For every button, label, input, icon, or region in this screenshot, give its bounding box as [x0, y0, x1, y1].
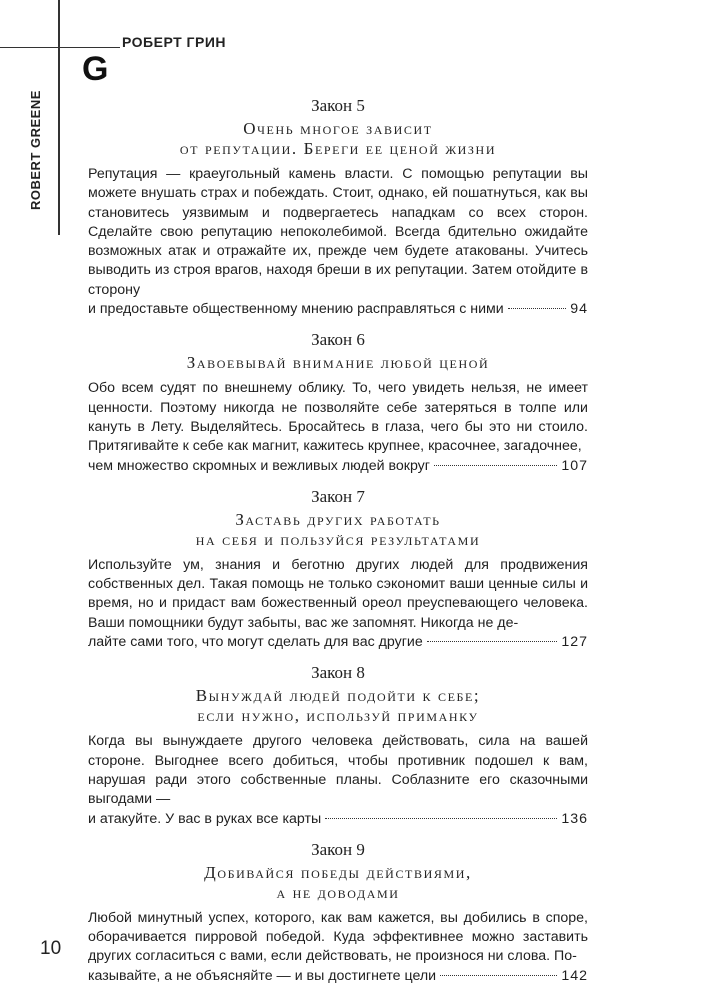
toc-line	[88, 967, 588, 986]
law-title	[88, 863, 588, 903]
law-title-line: если нужно, используй приманку	[197, 706, 479, 726]
law-summary-last-line: чем множество скромных и вежливых людей вокруг	[88, 457, 430, 474]
law-title-line: на себя и пользуйся результатами	[195, 529, 481, 549]
law-title	[88, 353, 588, 373]
law-summary-last-line: лайте сами того, что могут сделать для вас другие	[88, 634, 423, 651]
law-title	[88, 686, 588, 726]
law-summary	[88, 556, 588, 652]
toc-line	[88, 810, 588, 829]
law-summary-text: Обо всем судят по внешнему облику. То, чего увидеть нельзя, не имеет ценности. Поэтому никогда не позволяйте себе затеряться в толпе или кануть в Лету. Выделяйтесь. Бросайтесь в глаза, чего бы это ни стоило. Притягивайте к себе как магнит, кажитесь крупнее, красочнее, загадочнее,	[88, 380, 588, 455]
header-rule	[0, 47, 120, 48]
law-7-entry	[88, 486, 588, 652]
law-summary-last-line: и атакуйте. У вас в руках все карты	[88, 810, 322, 827]
page-number: 10	[40, 938, 62, 959]
law-6-entry	[88, 329, 588, 475]
dot-leader	[440, 975, 557, 976]
law-title-line: а не доводами	[276, 882, 400, 902]
law-title-line: от репутации. Береги ее ценой жизни	[179, 139, 497, 158]
law-number: Закон 5	[311, 96, 365, 115]
law-summary	[88, 165, 588, 319]
page-reference[interactable]: 127	[561, 634, 588, 651]
law-8-entry	[88, 662, 588, 828]
page-reference[interactable]: 136	[561, 810, 588, 827]
running-head-vertical: ROBERT GREENE	[28, 90, 43, 210]
law-title-line: Заставь других работать	[235, 509, 441, 529]
law-title-line: Добивайся победы действиями,	[204, 862, 472, 882]
toc-line	[88, 300, 588, 319]
law-title-line: Завоевывай внимание любой ценой	[186, 353, 490, 373]
dot-leader	[508, 308, 567, 309]
law-summary	[88, 732, 588, 828]
dot-leader	[434, 465, 557, 466]
law-9-entry	[88, 839, 588, 986]
law-5-entry	[88, 95, 588, 319]
law-summary-text: Любой минутный успех, которого, как вам кажется, вы добились в споре, оборачивается пирровой победой. Куда эффективнее можно заставить других согласиться с вами, если действовать, не произнося ни слова. По-	[88, 909, 588, 965]
dot-leader	[325, 818, 557, 819]
running-head-author: РОБЕРТ ГРИН	[122, 34, 226, 50]
law-title	[88, 510, 588, 550]
law-title	[88, 119, 588, 159]
law-title-line: Очень многое зависит	[243, 119, 433, 138]
dot-leader	[427, 641, 558, 642]
law-summary-text: Используйте ум, знания и беготню других людей для продвижения собственных дел. Такая помощь не только сэкономит ваши ценные силы и время, но и придаст вам божественный ореол преуспевающего человека. Ваши помощники будут забыты, вас же запомнят. Никогда не де-	[88, 556, 588, 631]
g-logo-icon: G	[82, 50, 109, 88]
law-summary-last-line: казывайте, а не объясняйте — и вы достигнете цели	[88, 967, 437, 984]
toc-line	[88, 633, 588, 652]
law-number: Закон 8	[311, 663, 365, 683]
law-summary-text: Когда вы вынуждаете другого человека действовать, сила на вашей стороне. Выгоднее всего добиться, чтобы противник подошел к вам, нарушая ради этого собственные планы. Соблазните его сказочными выгодами —	[88, 733, 588, 808]
law-summary	[88, 909, 588, 986]
law-summary-text: Репутация — краеугольный камень власти. С помощью репутации вы можете внушать страх и побеждать. Стоит, однако, ей пошатнуться, как вы становитесь уязвимым и подвергаетесь нападкам со всех сторон. Сделайте свою репутацию непоколебимой. Всегда бдительно ожидайте возможных атак и отражайте их, прежде чем будете атакованы. Учитесь выводить из строя врагов, находя бреши в их репутации. Затем отойдите в сторону	[88, 166, 588, 298]
page-reference[interactable]: 107	[561, 457, 588, 474]
page-reference[interactable]: 142	[561, 967, 588, 984]
page-reference[interactable]: 94	[570, 301, 588, 318]
law-summary	[88, 379, 588, 475]
law-number: Закон 6	[311, 330, 365, 350]
law-number: Закон 9	[311, 839, 365, 859]
law-title-line: Вынуждай людей подойти к себе;	[195, 686, 481, 706]
table-of-contents	[88, 95, 588, 996]
toc-line	[88, 457, 588, 476]
law-summary-last-line: и предоставьте общественному мнению расправляться с ними	[88, 301, 504, 318]
margin-rule	[58, 0, 60, 235]
law-number: Закон 7	[311, 486, 365, 506]
